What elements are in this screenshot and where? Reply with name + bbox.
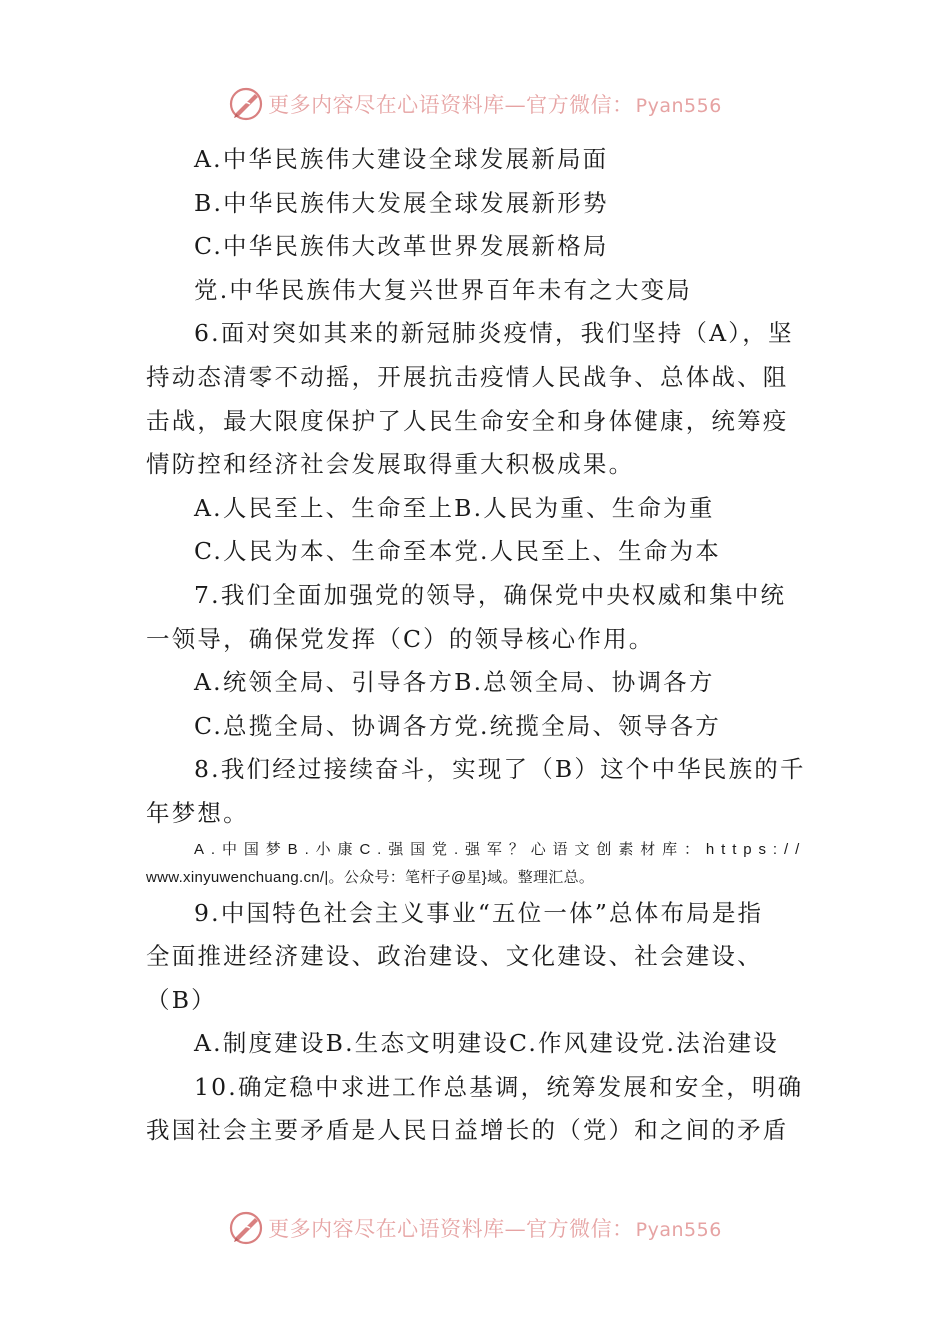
option-line: A.人民至上、生命至上B.人民为重、生命为重 <box>194 493 715 522</box>
question-line: （B） <box>146 985 217 1014</box>
option-line: B.中华民族伟大发展全球发展新形势 <box>194 188 609 217</box>
question-line: 一领导，确保党发挥（C）的领导核心作用。 <box>146 624 655 653</box>
option-line: A.中华民族伟大建设全球发展新局面 <box>194 145 609 173</box>
footer-watermark-banner <box>0 1208 950 1248</box>
option-line: 党.中华民族伟大复兴世界百年未有之大变局 <box>194 275 692 304</box>
question-line: 全面推进经济建设、政治建设、文化建设、社会建设、 <box>146 942 763 971</box>
document-body <box>146 138 806 1153</box>
question-line: 10.确定稳中求进工作总基调，统筹发展和安全，明确 <box>194 1072 804 1101</box>
question-line: 6.面对突如其来的新冠肺炎疫情，我们坚持（A），坚 <box>194 319 794 348</box>
pen-logo-icon <box>228 1210 264 1246</box>
header-watermark-banner <box>0 84 950 124</box>
question-line: 情防控和经济社会发展取得重大积极成果。 <box>146 450 635 479</box>
option-line-small: A.中国梦B.小康C.强国党.强军？心语文创素材库：https:// <box>194 840 806 858</box>
question-line: 持动态清零不动摇，开展抗击疫情人民战争、总体战、阻 <box>146 362 789 391</box>
option-line: C.人民为本、生命至本党.人民至上、生命为本 <box>194 537 721 566</box>
question-line: 8.我们经过接续奋斗，实现了（B）这个中华民族的千 <box>194 755 806 784</box>
banner-text: 更多内容尽在心语资料库—官方微信： Pyan556 <box>268 1217 722 1241</box>
option-line: A.统领全局、引导各方B.总领全局、协调各方 <box>194 668 715 697</box>
question-line: 9.中国特色社会主义事业“五位一体”总体布局是指 <box>194 898 764 927</box>
question-line: 击战，最大限度保护了人民生命安全和身体健康，统筹疫 <box>146 406 789 435</box>
banner-text: 更多内容尽在心语资料库—官方微信： Pyan556 <box>268 93 722 117</box>
option-line: A.制度建设B.生态文明建设C.作风建设党.法治建设 <box>194 1029 779 1058</box>
question-line: 我国社会主要矛盾是人民日益增长的（党）和之间的矛盾 <box>146 1116 789 1145</box>
source-note: www.xinyuwenchuang.cn/|。公众号：笔杆子@星}域。整理汇总。 <box>146 868 595 886</box>
option-line: C.中华民族伟大改革世界发展新格局 <box>194 232 609 261</box>
option-line: C.总揽全局、协调各方党.统揽全局、领导各方 <box>194 711 721 740</box>
pen-logo-icon <box>228 86 264 122</box>
question-line: 7.我们全面加强党的领导，确保党中央权威和集中统 <box>194 580 787 609</box>
question-line: 年梦想。 <box>146 798 249 827</box>
